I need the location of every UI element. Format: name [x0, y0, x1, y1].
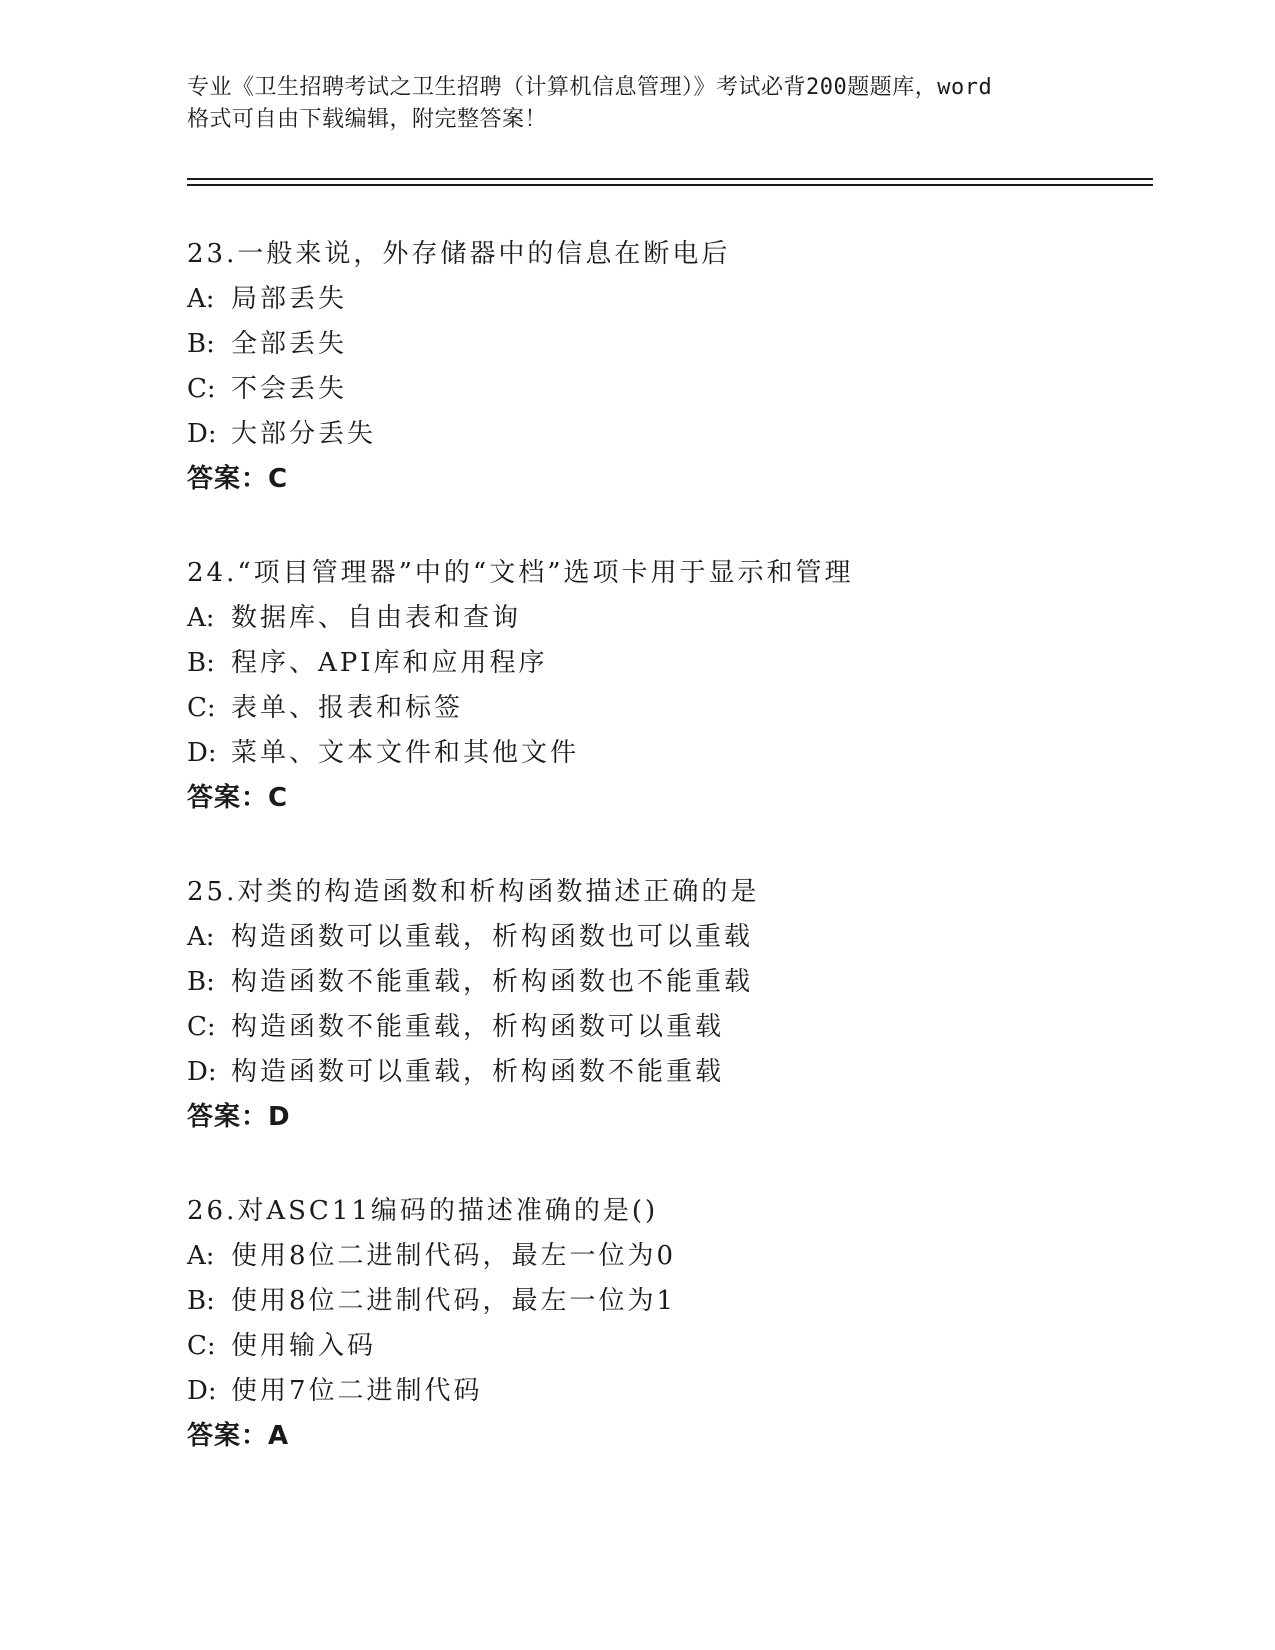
option-text: 大部分丢失 — [231, 419, 377, 449]
answer-label: 答案：A — [187, 1421, 290, 1451]
option-letter: B: — [187, 1286, 215, 1316]
question-stem: 25.对类的构造函数和析构函数描述正确的是 — [187, 877, 760, 907]
option-letter: C: — [187, 1012, 216, 1042]
option-c — [187, 367, 1147, 412]
question-block — [187, 1189, 1147, 1459]
header-line-2: 格式可自由下载编辑，附完整答案！ — [187, 107, 548, 132]
header-divider-bottom — [187, 184, 1153, 186]
option-text: 构造函数不能重载，析构函数也不能重载 — [231, 967, 754, 997]
option-a — [187, 1234, 1147, 1279]
answer-label: 答案：C — [187, 464, 289, 494]
option-text: 全部丢失 — [231, 329, 348, 359]
answer-label: 答案：C — [187, 783, 289, 813]
option-a — [187, 915, 1147, 960]
option-c — [187, 686, 1147, 731]
question-stem: 26.对ASC11编码的描述准确的是() — [187, 1196, 659, 1226]
option-d — [187, 731, 1147, 776]
question-block — [187, 870, 1147, 1140]
option-text: 不会丢失 — [231, 374, 348, 404]
document-header — [187, 72, 1087, 136]
option-letter: A: — [187, 922, 215, 952]
option-text: 菜单、文本文件和其他文件 — [231, 738, 580, 768]
header-line-1: 专业《卫生招聘考试之卫生招聘（计算机信息管理）》考试必背200题题库，word — [187, 75, 993, 100]
option-text: 表单、报表和标签 — [231, 693, 464, 723]
option-letter: C: — [187, 693, 216, 723]
option-b — [187, 1279, 1147, 1324]
option-letter: B: — [187, 648, 215, 678]
option-text: 使用7位二进制代码 — [231, 1376, 483, 1406]
option-c — [187, 1324, 1147, 1369]
option-text: 使用8位二进制代码，最左一位为0 — [231, 1241, 677, 1271]
option-letter: A: — [187, 1241, 215, 1271]
option-letter: B: — [187, 329, 215, 359]
option-b — [187, 641, 1147, 686]
option-text: 使用8位二进制代码，最左一位为1 — [231, 1286, 677, 1316]
option-letter: C: — [187, 1331, 216, 1361]
option-a — [187, 596, 1147, 641]
option-c — [187, 1005, 1147, 1050]
option-letter: D: — [187, 1376, 217, 1406]
option-text: 构造函数可以重载，析构函数也可以重载 — [231, 922, 754, 952]
question-block — [187, 551, 1147, 821]
header-divider-top — [187, 178, 1153, 180]
option-b — [187, 322, 1147, 367]
option-d — [187, 412, 1147, 457]
option-text: 构造函数可以重载，析构函数不能重载 — [231, 1057, 725, 1087]
question-stem: 24.“项目管理器”中的“文档”选项卡用于显示和管理 — [187, 558, 854, 588]
option-letter: A: — [187, 603, 215, 633]
option-letter: D: — [187, 738, 217, 768]
answer-label: 答案：D — [187, 1102, 291, 1132]
option-text: 程序、API库和应用程序 — [231, 648, 548, 678]
option-letter: D: — [187, 1057, 217, 1087]
question-stem: 23.一般来说，外存储器中的信息在断电后 — [187, 239, 731, 269]
option-letter: A: — [187, 284, 215, 314]
option-text: 构造函数不能重载，析构函数可以重载 — [231, 1012, 725, 1042]
option-text: 数据库、自由表和查询 — [231, 603, 522, 633]
option-letter: C: — [187, 374, 216, 404]
option-d — [187, 1369, 1147, 1414]
option-letter: D: — [187, 419, 217, 449]
option-d — [187, 1050, 1147, 1095]
option-letter: B: — [187, 967, 215, 997]
question-block — [187, 232, 1147, 502]
option-b — [187, 960, 1147, 1005]
option-text: 局部丢失 — [231, 284, 348, 314]
option-text: 使用输入码 — [231, 1331, 377, 1361]
option-a — [187, 277, 1147, 322]
